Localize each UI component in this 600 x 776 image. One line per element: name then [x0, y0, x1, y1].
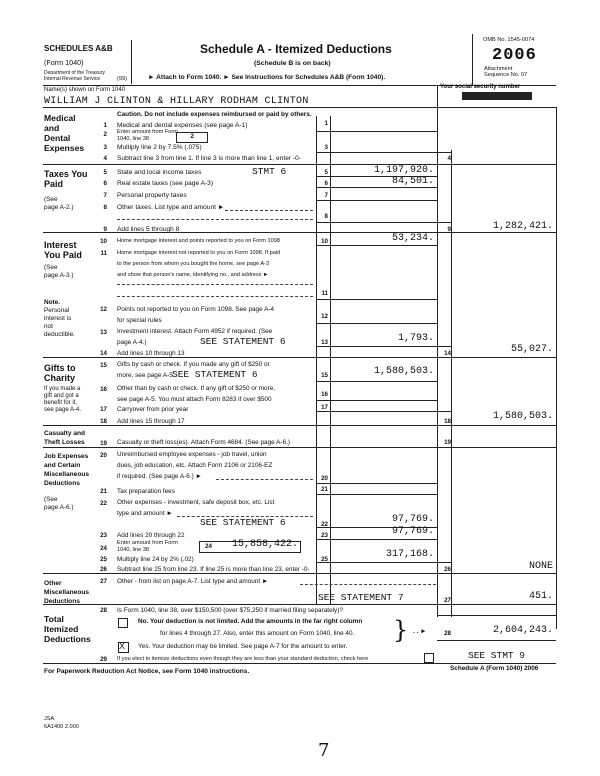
paperwork-notice: For Paperwork Reduction Act Notice, see Form 1040 instructions. [44, 668, 250, 675]
line-27-stmt: SEE STATEMENT 7 [318, 592, 404, 603]
line-15-label: Gifts by cash or check. If you made any gift of $250 or more, see page A-5. [117, 361, 270, 379]
line-5-label: State and local income taxes [117, 169, 202, 176]
line-12-label: Points not reported to you on Form 1098. See page A-4 for special rules [117, 306, 275, 324]
tax-year: 2006 [492, 46, 537, 65]
line-18-amount: 1,580,503. [492, 411, 553, 422]
total-title: Total Itemized Deductions [44, 614, 91, 644]
names-label: Name(s) shown on Form 1040 [44, 87, 126, 93]
casualty-title: Casualty and Theft Losses [44, 430, 86, 446]
line-25-label: Multiply line 24 by 2% (.02) [117, 556, 194, 563]
line-17-label: Carryover from prior year [117, 406, 189, 413]
line-6-label: Real estate taxes (see page A-3) [117, 180, 214, 187]
line-29-label: If you elect to itemize deductions even though they are less than your standard deduction, check here [117, 656, 369, 662]
no-checkbox[interactable] [118, 618, 128, 628]
medical-caution: Caution. Do not include expenses reimbursed or paid by others. [117, 111, 312, 118]
line-10-label: Home mortgage interest and points reported to you on Form 1098 [117, 238, 280, 244]
taxes-title: Taxes You Paid [44, 169, 88, 189]
line-22-stmt: SEE STATEMENT 6 [200, 517, 286, 528]
line-21-label: Tax preparation fees [117, 488, 175, 495]
irs-code: (99) [117, 76, 127, 82]
yes-checkmark: X [119, 641, 126, 651]
taxes-see: (See page A-2.) [44, 196, 74, 211]
line-13-stmt: SEE STATEMENT 6 [200, 336, 286, 347]
line-15-stmt: SEE STATEMENT 6 [172, 369, 258, 380]
line-11-label: Home mortgage interest not reported to you on Form 1098. If paid to the person from whom you bought the home, see page A-3 and show that person's name, identifying no., and address ► [117, 250, 281, 278]
interest-title: Interest You Paid [44, 240, 82, 260]
itemize-checkbox[interactable] [424, 653, 434, 663]
attach-instructions: ► Attach to Form 1040. ► See Instructions for Schedules A&B (Form 1040). [148, 74, 386, 81]
line-28-amount: 2,604,243. [492, 625, 553, 636]
page-number: 7 [318, 740, 330, 761]
line-27-amount: 451. [528, 591, 553, 602]
line-7-label: Personal property taxes [117, 192, 187, 199]
form-label: (Form 1040) [44, 58, 84, 67]
line-29-stmt: SEE STMT 9 [468, 650, 526, 661]
line-23-label: Add lines 20 through 22 [117, 532, 185, 539]
arrow-icon: . . ► [413, 628, 427, 635]
line-9-amount: 1,282,421. [492, 221, 553, 232]
interest-see: (See page A-3.) [44, 264, 74, 279]
line-22-label: Other expenses - investment, safe deposit box, etc. List type and amount ► [117, 499, 275, 517]
taxpayer-names: WILLIAM J CLINTON & HILLARY RODHAM CLINTON [44, 96, 309, 107]
job-title: Job Expenses and Certain Miscellaneous Deductions [44, 453, 90, 487]
line-25-amount: 317,168. [385, 549, 434, 560]
line-26-amount: NONE [528, 561, 553, 572]
sequence-number: Sequence No. 07 [484, 72, 528, 78]
line-3-label: Multiply line 2 by 7.5% (.075) [117, 144, 202, 151]
line-10-amount: 53,234. [391, 233, 434, 244]
jsa-label: JSA [44, 716, 55, 722]
line-2-label: Enter amount from Form 1040, line 38 [117, 129, 178, 142]
line-5-amount: 1,197,920. [373, 165, 434, 176]
job-see: (See page A-6.) [44, 496, 74, 511]
line-19-label: Casualty or theft loss(es). Attach Form 4684. (See page A-6.) [117, 439, 290, 446]
line-20-label: Unreimbursed employee expenses - job travel, union dues, job education, etc. Attach Form 2106 or 2106-EZ if required. (See page A-6.) ► [117, 451, 273, 480]
line-15-amount: 1,580,503. [373, 366, 434, 377]
line-28-no: No. Your deduction is not limited. Add the amounts in the far right column for lines 4 through 27. Also, enter this amount on Form 1040, line 40. [138, 618, 363, 637]
line-6-amount: 84,501. [391, 176, 434, 187]
line-18-label: Add lines 15 through 17 [117, 418, 185, 425]
line-9-label: Add lines 5 through 8 [117, 226, 180, 233]
line-13-amount: 1,793. [397, 333, 434, 344]
line-26-label: Subtract line 25 from line 23. If line 25 is more than line 23, enter -0- [117, 566, 310, 573]
line-1-label: Medical and dental expenses (see page A-1) [117, 122, 248, 129]
line-5-stmt: STMT 6 [252, 166, 287, 177]
line-14-amount: 55,027. [510, 344, 553, 355]
interest-note: Note. Personal interest is not deductible. [44, 299, 75, 338]
line-27-label: Other - from list on page A-7. List type and amount ► [117, 578, 269, 585]
line-4-label: Subtract line 3 from line 1. If line 3 is more than line 1, enter -0- [117, 155, 301, 162]
line-13-label: Investment interest. Attach Form 4952 if required. (See page A-4.) [117, 328, 273, 346]
ssn-label: Your social security number [440, 84, 521, 90]
line-14-label: Add lines 10 through 13 [117, 350, 185, 357]
line-28-question: Is Form 1040, line 38, over $150,500 (over $75,250 if married filing separately)? [117, 607, 343, 614]
gifts-title: Gifts to Charity [44, 363, 76, 383]
line-23-amount: 97,769. [391, 526, 434, 537]
form-reference: Schedule A (Form 1040) 2006 [450, 665, 539, 672]
dept-label: Department of the Treasury [44, 70, 105, 76]
omb-number: OMB No. 1545-0074 [483, 37, 535, 43]
schedule-label: SCHEDULES A&B [44, 44, 113, 53]
irs-label: Internal Revenue Service [44, 76, 101, 82]
line-22-amount: 97,769. [391, 514, 434, 525]
gifts-note: If you made a gift and got a benefit for it, see page A-4. [44, 386, 82, 413]
page-subtitle: (Schedule B is on back) [254, 60, 331, 67]
page-title: Schedule A - Itemized Deductions [200, 42, 392, 56]
other-title: Other Miscellaneous Deductions [44, 580, 90, 605]
line-24-label: Enter amount from Form 1040, line 38 [117, 540, 178, 553]
brace-icon: } [393, 616, 409, 644]
line-28-yes: Yes. Your deduction may be limited. See page A-7 for the amount to enter. [138, 643, 348, 650]
attachment-label: Attachment [484, 66, 513, 72]
line-8-label: Other taxes. List type and amount ► [117, 204, 225, 211]
ssn-redaction [462, 92, 532, 100]
line-24-amount: 15,858,422. [231, 539, 298, 550]
form-code: 6A1400 2.000 [44, 724, 79, 730]
medical-title: Medical and Dental Expenses [44, 113, 85, 153]
line-16-label: Other than by cash or check. If any gift of $250 or more, see page A-5. You must attach Form 8283 if over $500 [117, 385, 276, 403]
